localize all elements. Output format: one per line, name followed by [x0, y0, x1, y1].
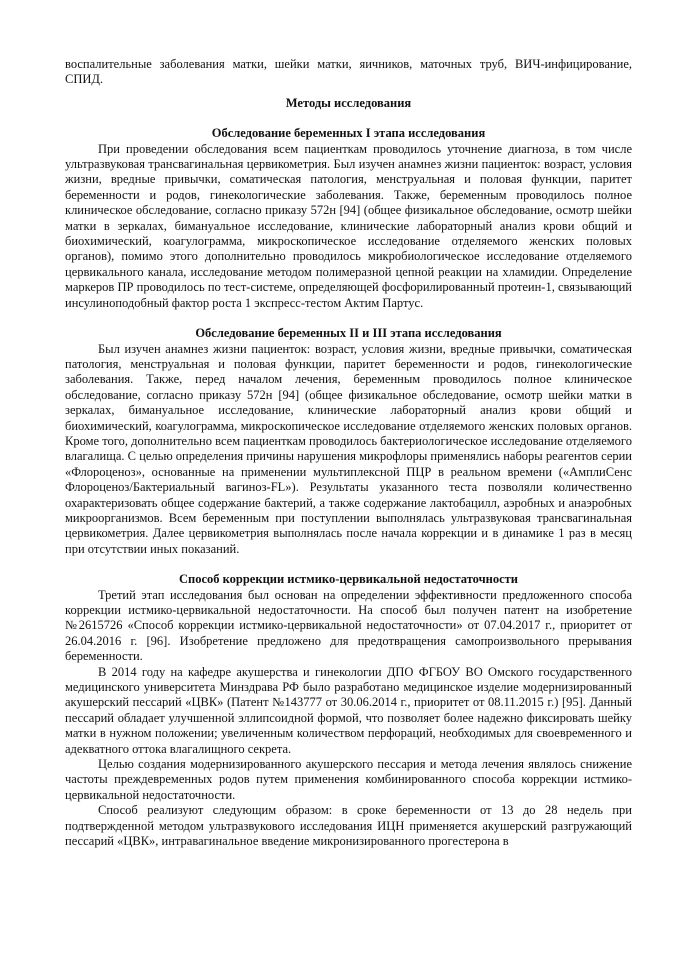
paragraph-stage-2-3: Был изучен анамнез жизни пациенток: возраст, условия жизни, вредные привычки, соматическая патология, менструальная и половая функции, паритет беременности и родов, гинекологические заболевания. Также, перед началом лечения, беременным проводилось полное клиническое обследование, согласно приказу 572н [94] (общее физикальное обследование, осмотр шейки матки в зеркалах, бимануальное исследование, клинические лабораторный анализ крови общий и биохимический, коагулограмма, микроскопическое исследование отделяемого женских половых органов. Кроме того, дополнительно всем пациенткам проводилось бактериологическое исследование отделяемого влагалища. С целью определения причины нарушения микрофлоры применялись наборы реагентов серии «Флороценоз», основанные на применении мультиплексной ПЦР в реальном времени («АмплиСенс Флороценоз/Бактериальный вагиноз-FL»). Результаты указанного теста позволяли количественно охарактеризовать общее содержание бактерий, а также содержание лактобацилл, аэробных и анаэробных микроорганизмов. Всем беременным при поступлении выполнялась ультразвуковая трансвагинальная цервикометрия. Далее цервикометрия выполнялась после начала коррекции и в динамике 1 раз в месяц при отсутствии иных показаний.: [65, 341, 632, 556]
section-title: Методы исследования: [285, 95, 412, 110]
paragraph-correction-3: Целью создания модернизированного акушерского пессария и метода лечения являлось снижение частоты преждевременных родов путем применения комбинированного способа коррекции истмико-цервикальной недостаточности.: [65, 757, 632, 802]
paragraph-stage-1: При проведении обследования всем пациенткам проводилось уточнение диагноза, в том числе ультразвуковая трансвагинальная цервикометрия. Был изучен анамнез жизни пациенток: возраст, условия жизни, вредные привычки, соматическая патология, менструальная и половая функции, паритет беременности и родов, гинекологические заболевания. Также, беременным проводилось полное клиническое обследование, согласно приказу 572н [94] (общее физикальное обследование, осмотр шейки матки в зеркалах, бимануальное исследование, клинические лабораторный анализ крови общий и биохимический, коагулограмма, микроскопическое исследование отделяемого женских половых органов), помимо этого дополнительно проводилось микробиологическое исследование отделяемого цервикального канала, исследование методом полимеразной цепной реакции на хламидии. Определение маркеров ПР проводилось по тест-системе, определяющей фосфорилированный протеин-1, связывающий инсулиноподобный фактор роста 1 экспресс-тестом Актим Партус.: [65, 141, 632, 310]
paragraph-correction-4: Способ реализуют следующим образом: в сроке беременности от 13 до 28 недель при подтвержденной методом ультразвукового исследования ИЦН применяется акушерский разгружающий пессарий «ЦВК», интравагинальное введение микронизированного прогестерона в: [65, 803, 632, 849]
paragraph-correction-2: В 2014 году на кафедре акушерства и гинекологии ДПО ФГБОУ ВО Омского государственного медицинского университета Минздрава РФ было разработано медицинское изделие модернизированный акушерский пессарий «ЦВК» (Патент №143777 от 30.06.2014 г., приоритет от 08.11.2015 г.) [95]. Данный пессарий обладает улучшенной эллипсоидной формой, что позволяет более надежно фиксировать шейку матки в нужном положении; увеличенным количеством перфораций, необходимых для своевременного и адекватного оттока влагалищного секрета.: [65, 664, 632, 756]
intro-continuation: воспалительные заболевания матки, шейки матки, яичников, маточных труб, ВИЧ-инфицирование, СПИД.: [65, 57, 632, 87]
paragraph-correction-1: Третий этап исследования был основан на определении эффективности предложенного способа коррекции истмико-цервикальной недостаточности. На способ был получен патент на изобретение №2615726 «Способ коррекции истмико-цервикальной недостаточности» от 07.04.2017 г., приоритет от 26.04.2016 г. [96]. Изобретение предложено для предотвращения самопроизвольного прерывания беременности.: [65, 587, 632, 664]
subsection-title-correction-method: Способ коррекции истмико-цервикальной недостаточности: [178, 572, 519, 587]
subsection-title-stage-1: Обследование беременных I этапа исследования: [211, 126, 486, 141]
subsection-title-stage-2-3: Обследование беременных II и III этапа исследования: [195, 326, 502, 341]
